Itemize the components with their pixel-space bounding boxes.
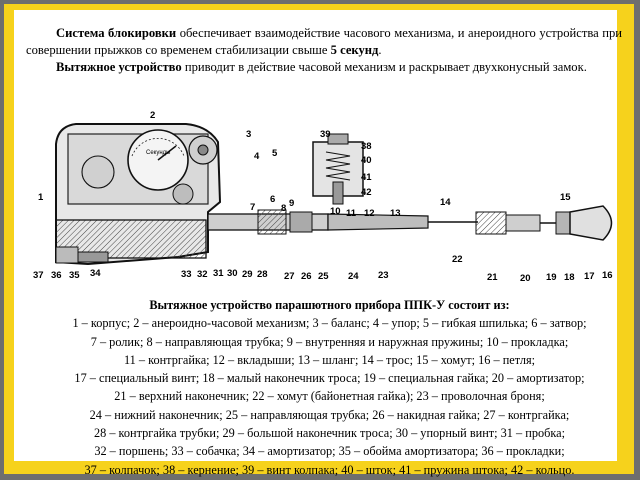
hose-assembly: [208, 206, 612, 240]
intro-text-1: обеспечивает взаимодействие часового механизма, и анероидного устройства при совершении прыжков со временем стабилизации свыше: [26, 26, 623, 57]
dial-text: Секунды: [146, 150, 171, 156]
label-5: 5: [272, 148, 278, 159]
label-27: 27: [284, 271, 295, 282]
label-32: 32: [197, 269, 208, 280]
label-4: 4: [254, 151, 260, 162]
legend-line: 1 – корпус; 2 – анероидно-часовой механизм; 3 – баланс; 4 – упор; 5 – гибкая шпилька; 6 – затвор;: [72, 316, 587, 331]
label-24: 24: [348, 271, 359, 282]
label-38: 38: [361, 141, 372, 152]
label-1: 1: [38, 192, 44, 203]
intro-period: .: [378, 42, 382, 57]
label-16: 16: [602, 270, 613, 281]
content-panel: [14, 10, 623, 477]
intro-bold-duration: 5 секунд: [330, 42, 379, 57]
label-12: 12: [364, 208, 375, 219]
intro-bold-term-1: Система блокировки: [56, 26, 177, 40]
label-33: 33: [181, 269, 192, 280]
intro-text-2: приводит в действие часовой механизм и раскрывает двухконусный замок.: [181, 60, 587, 74]
label-42: 42: [361, 187, 372, 198]
label-7: 7: [250, 202, 256, 213]
legend-line: 32 – поршень; 33 – собачка; 34 – амортизатор; 35 – обойма амортизатора; 36 – прокладки;: [94, 444, 565, 459]
label-36: 36: [51, 270, 62, 281]
intro-paragraph-1: [26, 25, 622, 58]
clock-dial: [128, 130, 188, 190]
label-28: 28: [257, 269, 268, 280]
label-39: 39: [320, 129, 331, 140]
label-23: 23: [378, 270, 389, 281]
label-31: 31: [213, 268, 224, 279]
label-14: 14: [440, 197, 451, 208]
label-22: 22: [452, 254, 463, 265]
label-41: 41: [361, 172, 372, 183]
legend-line: 37 – колпачок; 38 – кернение; 39 – винт колпака; 40 – шток; 41 – пружина штока; 42 – кольцо.: [84, 462, 575, 477]
legend-line: 7 – ролик; 8 – направляющая трубка; 9 – внутренняя и наружная пружины; 10 – прокладка;: [90, 334, 569, 349]
label-34: 34: [90, 268, 101, 279]
label-13: 13: [390, 208, 401, 219]
piston-detail: [313, 134, 363, 204]
label-20: 20: [520, 273, 531, 284]
legend-line: 21 – верхний наконечник; 22 – хомут (байонетная гайка); 23 – проволочная броня;: [114, 389, 545, 404]
label-11: 11: [346, 208, 357, 219]
legend-title: Вытяжное устройство парашютного прибора ППК-У состоит из:: [149, 298, 510, 312]
label-40: 40: [361, 155, 372, 166]
legend-line: 17 – специальный винт; 18 – малый наконечник троса; 19 – специальная гайка; 20 – амортизатор;: [74, 371, 585, 386]
legend-line: 11 – контргайка; 12 – вкладыши; 13 – шланг; 14 – трос; 15 – хомут; 16 – петля;: [123, 352, 536, 367]
label-26: 26: [301, 271, 312, 282]
label-30: 30: [227, 268, 238, 279]
intro-paragraph-2: [26, 59, 622, 76]
intro-bold-term-2: Вытяжное устройство: [56, 60, 182, 74]
label-3: 3: [246, 129, 252, 140]
label-19: 19: [546, 272, 557, 283]
extraction-device-drawing: [28, 102, 631, 292]
label-15: 15: [560, 192, 571, 203]
label-29: 29: [242, 269, 253, 280]
label-6: 6: [270, 194, 276, 205]
label-17: 17: [584, 271, 595, 282]
legend-line: 28 – контргайка трубки; 29 – большой наконечник троса; 30 – упорный винт; 31 – пробка;: [93, 426, 566, 441]
label-8: 8: [281, 203, 287, 214]
legend-line: 24 – нижний наконечник; 25 – направляющая трубка; 26 – накидная гайка; 27 – контргайка;: [89, 407, 570, 422]
label-37: 37: [33, 270, 44, 281]
label-35: 35: [69, 270, 80, 281]
label-10: 10: [330, 206, 341, 217]
label-25: 25: [318, 271, 329, 282]
label-21: 21: [487, 272, 498, 283]
parts-legend: [28, 296, 631, 479]
label-18: 18: [564, 272, 575, 283]
label-2: 2: [150, 110, 156, 121]
label-9: 9: [289, 198, 295, 209]
